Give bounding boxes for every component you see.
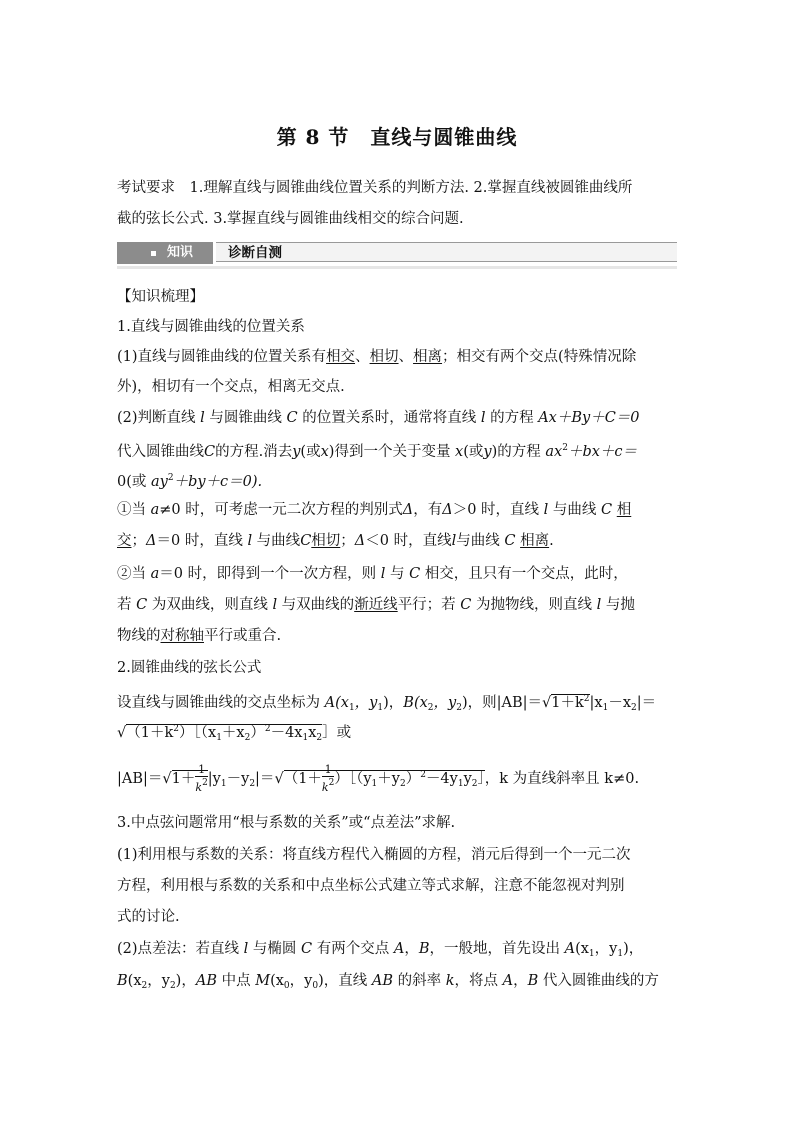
text: 与曲线 — [548, 502, 602, 518]
var: B — [527, 973, 539, 989]
subscript: 2 — [427, 703, 434, 713]
var: x — [455, 444, 464, 460]
text: )得到一个关于变量 — [328, 444, 456, 460]
subscript: 2 — [249, 779, 256, 789]
text: （1＋k — [126, 725, 174, 741]
text: )的方程 — [491, 444, 546, 460]
fraction — [322, 764, 334, 794]
var: l — [596, 597, 602, 613]
var: x — [320, 444, 329, 460]
var: C — [601, 502, 613, 518]
sqrt-icon: √ — [274, 771, 284, 787]
s3-p2-line-2 — [117, 966, 679, 1001]
var: l — [380, 566, 386, 582]
text: )， — [175, 973, 196, 989]
var: B — [403, 695, 414, 711]
s3-p1-line-2: 方程，利用根与系数的关系和中点坐标公式建立等式求解，注意不能忽视对判别 — [117, 878, 625, 894]
text: 的斜率 — [393, 973, 446, 989]
text: 相交，且只有一个交点，此时， — [420, 566, 628, 582]
numerator: 1 — [195, 764, 207, 777]
text: ，有 — [413, 502, 443, 518]
answer-separate: 相离 — [520, 533, 550, 549]
s1-p1-line-1 — [117, 342, 679, 372]
coord: ，y — [433, 695, 457, 711]
var: y — [483, 444, 492, 460]
subscript: 1 — [220, 779, 227, 789]
s1-p1-line-2: 外)，相切有一个交点，相离无交点. — [117, 379, 345, 395]
denominator — [322, 777, 334, 794]
sqrt-icon: √ — [542, 695, 552, 711]
subscript: 1 — [348, 703, 355, 713]
text: ，k 为直线斜率且 k≠0. — [484, 771, 640, 787]
var: l — [543, 502, 549, 518]
equation: Ax＋By＋C＝0 — [538, 410, 640, 426]
text: 的位置关系时，通常将直线 — [297, 410, 481, 426]
text: )， — [623, 941, 644, 957]
text: )，直线 — [318, 973, 372, 989]
text: ）［（x — [179, 725, 217, 741]
var: A — [502, 973, 514, 989]
square-bullet-icon — [151, 251, 156, 256]
text: 物线的 — [117, 628, 161, 644]
text: ， — [388, 695, 404, 711]
text: ，一般地，首先设出 — [429, 941, 565, 957]
banner-tag-label: 知识 — [167, 245, 194, 260]
subscript: 2 — [471, 779, 478, 789]
section-banner — [117, 242, 677, 264]
text: ；相交有两个交点(特殊情况除 — [442, 349, 637, 365]
s1-case2-line-2 — [117, 590, 679, 620]
text: ［（y — [348, 771, 372, 787]
radicand — [171, 763, 208, 794]
text: 为抛物线，则直线 — [471, 597, 597, 613]
subscript: 1 — [302, 733, 309, 743]
subscript: 2 — [244, 733, 251, 743]
text: (或 — [300, 444, 321, 460]
var: l — [200, 410, 205, 426]
section-heading: 【知识梳理】 — [117, 289, 204, 305]
var: C — [286, 410, 298, 426]
text: 、 — [398, 349, 414, 365]
s1-p2-line-3 — [117, 463, 679, 497]
text: 与 — [385, 566, 410, 582]
text: 若 — [117, 597, 137, 613]
text: ； — [131, 533, 146, 549]
var: l — [247, 533, 253, 549]
exam-requirements-line-2: 截的弦长公式. 3.掌握直线与圆锥曲线相交的综合问题. — [117, 211, 464, 227]
text: 与双曲线的 — [277, 597, 355, 613]
answer-separate: 相离 — [413, 349, 443, 365]
var: a — [150, 566, 160, 582]
text: 与曲线 — [252, 533, 301, 549]
exponent: 2 — [583, 694, 590, 704]
answer-tangent: 相切 — [369, 349, 399, 365]
text: ， — [513, 973, 528, 989]
subscript: 1 — [457, 779, 464, 789]
text: ，将点 — [454, 973, 503, 989]
text: (x — [127, 973, 142, 989]
var: Δ — [442, 502, 453, 518]
text: －y — [226, 771, 250, 787]
banner-tag — [117, 242, 213, 264]
answer-intersect: 相交 — [326, 349, 356, 365]
s3-p2-line-1 — [117, 934, 679, 969]
var: y — [292, 444, 301, 460]
text: ］或 — [322, 725, 352, 741]
s3-p1-line-3: 式的讨论. — [117, 909, 180, 925]
text: －4x — [270, 725, 303, 741]
equation: ax — [545, 444, 563, 460]
subscript: 2 — [399, 779, 406, 789]
text: ≠0 时，可考虑一元二次方程的判别式 — [159, 502, 403, 518]
var: C — [300, 533, 312, 549]
text: (或 — [463, 444, 484, 460]
var: C — [504, 533, 516, 549]
exponent: 2 — [264, 724, 271, 734]
subscript: 1 — [216, 733, 222, 743]
text: ，y — [594, 941, 618, 957]
text: (x — [575, 941, 589, 957]
text: 与圆锥曲线 — [204, 410, 287, 426]
page-title: 第 8 节 直线与圆锥曲线 — [276, 125, 518, 149]
radicand: （1＋ $\frac{1}{k^2}$ ）$[(y_1+y_2)^2-4y_1y_2]$ — [283, 763, 485, 794]
s2-line-2 — [117, 714, 679, 753]
coord: ，y — [354, 695, 378, 711]
banner-underline — [117, 266, 677, 269]
var: AB — [195, 973, 217, 989]
subscript: 2 — [141, 981, 148, 991]
text: ＞0 时，直线 — [452, 502, 544, 518]
text: ＝0 时，直线 — [156, 533, 248, 549]
s2-heading: 2.圆锥曲线的弦长公式 — [117, 660, 262, 676]
text: |y — [207, 771, 221, 787]
text: ①当 — [117, 502, 151, 518]
s3-p1-line-1: (1)利用根与系数的关系：将直线方程代入椭圆的方程，消元后得到一个一元二次 — [117, 847, 631, 863]
text: x — [308, 725, 317, 741]
exponent: 2 — [328, 778, 335, 788]
text: ＋x — [221, 725, 245, 741]
subscript: 2 — [631, 703, 637, 713]
var: k — [195, 781, 203, 794]
text: ） — [250, 725, 265, 741]
text: ②当 — [117, 566, 151, 582]
var: A — [324, 695, 336, 711]
var: A — [564, 941, 576, 957]
numerator: 1 — [322, 764, 334, 777]
text: |＝ — [255, 771, 275, 787]
subscript: 1 — [617, 949, 624, 959]
text: (2)判断直线 — [117, 410, 201, 426]
var: C — [460, 597, 472, 613]
text: 1＋ — [298, 771, 322, 787]
s1-case1-line-2 — [117, 526, 679, 556]
var: k — [321, 781, 329, 794]
denominator — [195, 777, 207, 794]
text: 中点 — [216, 973, 256, 989]
coord: (x — [413, 695, 428, 711]
equation: ＋bx＋c＝ — [567, 444, 638, 460]
text: －x — [608, 695, 632, 711]
text: 代入圆锥曲线 — [117, 444, 204, 460]
text: ＋y — [377, 771, 400, 787]
var: l — [480, 410, 486, 426]
radicand — [551, 694, 589, 711]
fraction — [195, 764, 207, 794]
exponent: 2 — [167, 473, 174, 483]
answer-axis: 对称轴 — [160, 628, 204, 644]
exponent: 2 — [202, 778, 208, 788]
var: Δ — [402, 502, 414, 518]
radicand — [126, 724, 322, 741]
text: (1)直线与圆锥曲线的位置关系有 — [117, 349, 327, 365]
s2-line-3 — [117, 760, 679, 799]
text: 1＋ — [171, 771, 196, 787]
text: 设直线与圆锥曲线的交点坐标为 — [117, 695, 325, 711]
subscript: 2 — [456, 703, 462, 713]
var: B — [117, 973, 128, 989]
text: ) — [383, 695, 389, 711]
text: －4y — [425, 771, 458, 787]
coord: (x — [335, 695, 349, 711]
subscript: 2 — [169, 981, 176, 991]
equation: ay — [151, 474, 168, 490]
var: B — [418, 941, 430, 957]
var: l — [451, 533, 457, 549]
text: 为双曲线，则直线 — [147, 597, 273, 613]
text: 与抛 — [601, 597, 635, 613]
text: ，则|AB|＝ — [467, 695, 543, 711]
equation: ＋by＋c＝0). — [173, 474, 263, 490]
text: ) — [461, 695, 468, 711]
text: 、 — [355, 349, 370, 365]
var: Δ — [146, 533, 157, 549]
text: . — [549, 533, 554, 549]
exponent: 2 — [173, 724, 179, 734]
text: 的方程 — [485, 410, 539, 426]
var: l — [272, 597, 278, 613]
var: a — [150, 502, 160, 518]
subscript: 0 — [312, 981, 319, 991]
s1-heading: 1.直线与圆锥曲线的位置关系 — [117, 319, 305, 335]
text: (2)点差法：若直线 — [117, 941, 244, 957]
answer-asymptote: 渐近线 — [354, 597, 398, 613]
exam-requirements-line-1: 考试要求 1.理解直线与圆锥曲线位置关系的判断方法. 2.掌握直线被圆锥曲线所 — [117, 180, 633, 196]
text: ＜0 时，直线 — [365, 533, 452, 549]
s1-case2-line-3 — [117, 621, 679, 651]
text: y — [463, 771, 472, 787]
banner-subtitle: 诊断自测 — [216, 242, 677, 262]
exponent: 2 — [562, 443, 568, 453]
var: M — [255, 973, 271, 989]
text: ＝0 时，即得到一个一次方程，则 — [159, 566, 381, 582]
s3-heading: 3.中点弦问题常用“根与系数的关系”或“点差法”求解. — [117, 815, 456, 831]
text: 平行或重合. — [204, 628, 282, 644]
var: AB — [371, 973, 393, 989]
var: C — [204, 444, 216, 460]
answer-tangent: 相切 — [311, 533, 341, 549]
subscript: 1 — [377, 703, 384, 713]
var: A — [393, 941, 405, 957]
sqrt-icon: √ — [117, 725, 127, 741]
subscript: 2 — [316, 733, 323, 743]
subscript: 1 — [588, 949, 595, 959]
text: (x — [270, 973, 284, 989]
text: ，y — [289, 973, 313, 989]
var: Δ — [354, 533, 366, 549]
var: C — [136, 597, 148, 613]
text: ，y — [147, 973, 170, 989]
s1-case1-line-1 — [117, 495, 679, 525]
var: k — [445, 973, 455, 989]
text: 有两个交点 — [312, 941, 394, 957]
text: ， — [404, 941, 419, 957]
answer-intersect-part: 相 — [616, 502, 632, 518]
text: 0(或 — [117, 474, 151, 490]
text: 平行；若 — [397, 597, 461, 613]
var: C — [301, 941, 313, 957]
text: |AB|＝ — [117, 771, 163, 787]
subscript: 0 — [283, 981, 290, 991]
text: 代入圆锥曲线的方 — [538, 973, 659, 989]
text: |＝ — [636, 695, 657, 711]
text: 的方程.消去 — [215, 444, 293, 460]
text: ； — [340, 533, 355, 549]
exponent: 2 — [420, 770, 426, 780]
text: 与椭圆 — [248, 941, 302, 957]
subscript: 1 — [371, 779, 378, 789]
text: |x — [589, 695, 603, 711]
text: 1＋k — [551, 695, 584, 711]
answer-intersect-part: 交 — [117, 533, 132, 549]
var: l — [243, 941, 249, 957]
s1-case2-line-1 — [117, 559, 679, 589]
sqrt-icon: √ — [162, 771, 172, 787]
text: ） — [405, 771, 421, 787]
var: C — [409, 566, 421, 582]
s1-p2-line-2 — [117, 433, 679, 467]
s1-p2-line-1 — [117, 403, 679, 433]
text: 与曲线 — [456, 533, 505, 549]
text: ］ — [477, 771, 485, 787]
subscript: 1 — [602, 703, 609, 713]
